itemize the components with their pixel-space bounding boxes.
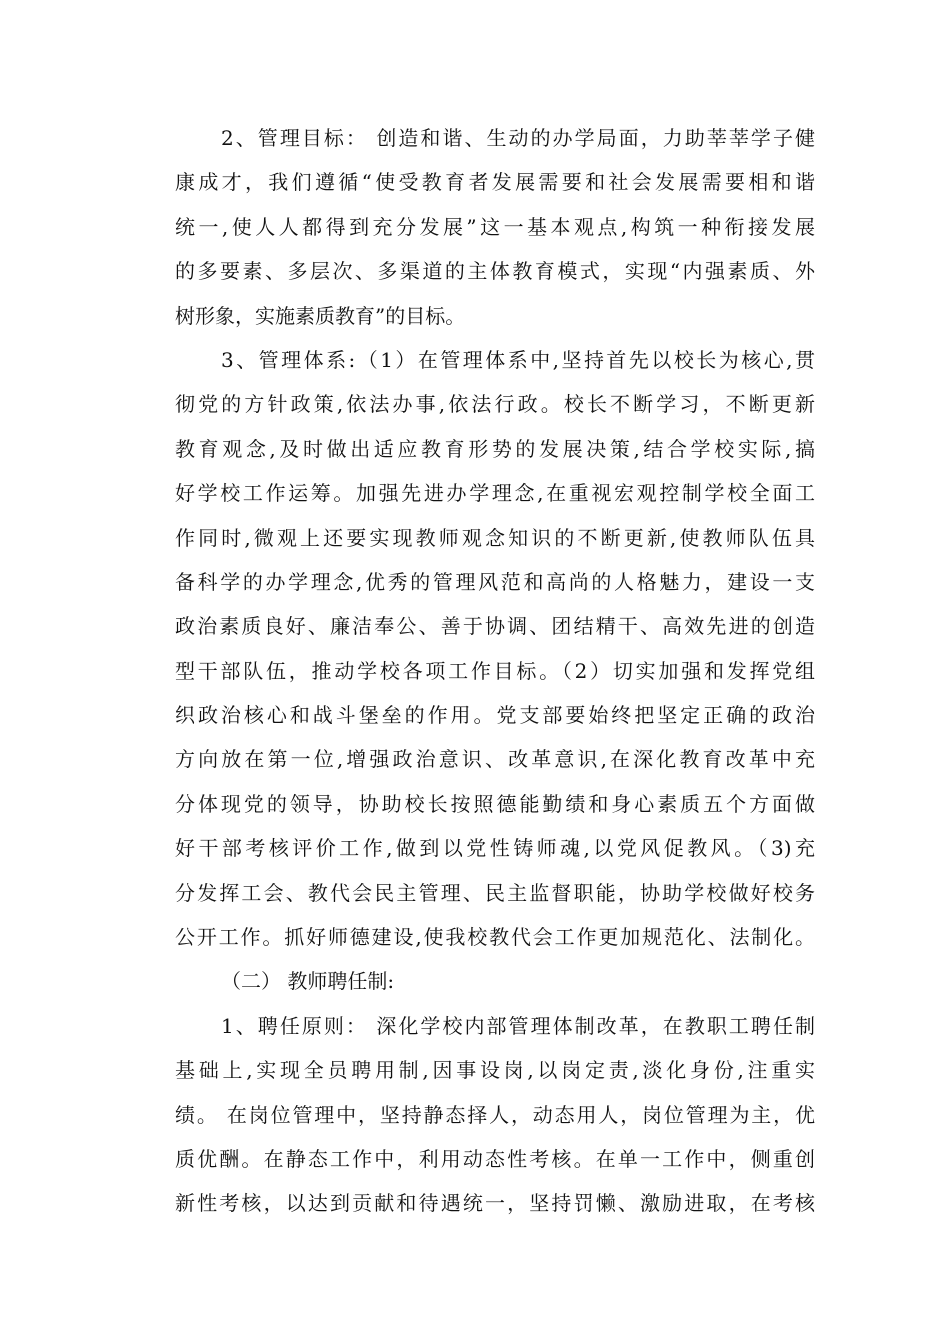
paragraph-last-line: （二） 教师聘任制: xyxy=(221,969,395,994)
paragraph-line: 彻党的方针政策,依法办事,依法行政。校长不断学习，不断更新 xyxy=(175,392,815,417)
paragraph-line: 型干部队伍，推动学校各项工作目标。（2）切实加强和发挥党组 xyxy=(175,658,815,683)
paragraph-line: 新性考核，以达到贡献和待遇统一，坚持罚懒、激励进取，在考核 xyxy=(175,1191,815,1216)
paragraph-line: 分体现党的领导，协助校长按照德能勤绩和身心素质五个方面做 xyxy=(175,791,815,816)
paragraph-line: 织政治核心和战斗堡垒的作用。党支部要始终把坚定正确的政治 xyxy=(175,703,815,728)
paragraph-line: 质优酬。在静态工作中，利用动态性考核。在单一工作中，侧重创 xyxy=(175,1146,815,1171)
paragraph-line: 3、管理体系:（1）在管理体系中,坚持首先以校长为核心,贯 xyxy=(221,347,815,372)
paragraph-line: 绩。 在岗位管理中，坚持静态择人，动态用人，岗位管理为主，优 xyxy=(175,1102,815,1127)
paragraph-line: 政治素质良好、廉洁奉公、善于协调、团结精干、高效先进的创造 xyxy=(175,614,815,639)
paragraph-line: 基础上,实现全员聘用制,因事设岗,以岗定责,淡化身份,注重实 xyxy=(175,1058,815,1083)
paragraph-line: 作同时,微观上还要实现教师观念知识的不断更新,使教师队伍具 xyxy=(175,525,815,550)
paragraph-line: 教育观念,及时做出适应教育形势的发展决策,结合学校实际,搞 xyxy=(175,436,815,461)
paragraph-line: 的多要素、多层次、多渠道的主体教育模式，实现“内强素质、外 xyxy=(175,259,815,284)
paragraph-line: 2、管理目标： 创造和谐、生动的办学局面，力助莘莘学子健 xyxy=(221,126,815,150)
paragraph-line: 备科学的办学理念,优秀的管理风范和高尚的人格魅力，建设一支 xyxy=(175,569,815,594)
paragraph-line: 公开工作。抓好师德建设,使我校教代会工作更加规范化、法制化。 xyxy=(175,925,815,950)
paragraph-line: 1、聘任原则： 深化学校内部管理体制改革，在教职工聘任制 xyxy=(221,1013,815,1038)
paragraph-line: 好干部考核评价工作,做到以党性铸师魂,以党风促教风。（3)充 xyxy=(175,836,815,861)
document-body xyxy=(175,116,815,1226)
paragraph-line: 分发挥工会、教代会民主管理、民主监督职能，协助学校做好校务 xyxy=(175,880,815,905)
paragraph-line: 统一,使人人都得到充分发展”这一基本观点,构筑一种衔接发展 xyxy=(175,214,815,239)
paragraph-last-line: 树形象，实施素质教育”的目标。 xyxy=(175,303,466,328)
paragraph-line: 方向放在第一位,增强政治意识、改革意识,在深化教育改革中充 xyxy=(175,747,815,772)
paragraph-line: 好学校工作运筹。加强先进办学理念,在重视宏观控制学校全面工 xyxy=(175,481,815,506)
paragraph-line: 康成才，我们遵循“使受教育者发展需要和社会发展需要相和谐 xyxy=(175,170,815,195)
